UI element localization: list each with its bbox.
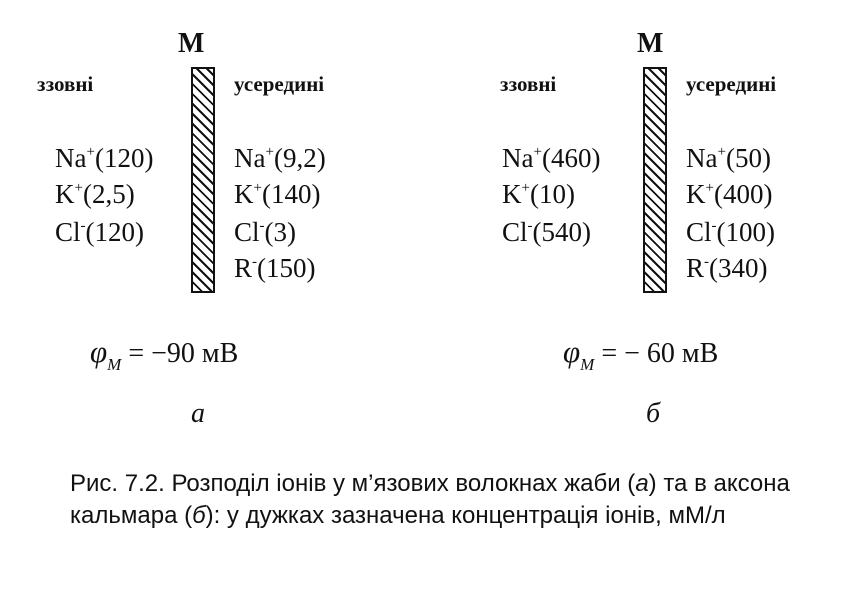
outside-ion-na: Na+(460): [502, 143, 601, 173]
inside-label: усередині: [234, 72, 325, 96]
outside-ion-na: Na+(120): [55, 143, 154, 173]
outside-ion-cl: Cl-(540): [502, 217, 591, 247]
membrane-potential: $\varphi_M = -90$ мВ: [90, 334, 239, 374]
outside-ion-cl: Cl-(120): [55, 217, 144, 247]
outside-ion-k: K+(2,5): [55, 179, 135, 209]
inside-ion-k: K+(400): [686, 179, 773, 209]
inside-ion-k: K+(140): [234, 179, 321, 209]
figure-caption: Рис. 7.2. Розподіл іонів у м’язових волокнах жаби (а) та в аксона кальмара (б): у дужках зазначена концентрація іонів, мМ/л: [70, 470, 790, 529]
inside-ion-na: Na+(50): [686, 143, 771, 173]
membrane-potential: $\varphi_M$ = − 60 мВ: [563, 334, 719, 374]
membrane-label: M: [637, 28, 664, 59]
outside-label: ззовні: [37, 72, 94, 96]
inside-label: усередині: [686, 72, 777, 96]
membrane: [643, 67, 667, 293]
outside-label: ззовні: [500, 72, 557, 96]
inside-ion-r: R-(150): [234, 253, 316, 283]
outside-ion-k: K+(10): [502, 179, 575, 209]
inside-ion-cl: Cl-(3): [234, 217, 296, 247]
panel-letter: б: [646, 398, 661, 429]
inside-ion-na: Na+(9,2): [234, 143, 326, 173]
inside-ion-r: R-(340): [686, 253, 768, 283]
inside-ion-cl: Cl-(100): [686, 217, 775, 247]
panel-letter: а: [191, 398, 205, 429]
membrane-label: M: [178, 28, 205, 59]
membrane: [191, 67, 215, 293]
